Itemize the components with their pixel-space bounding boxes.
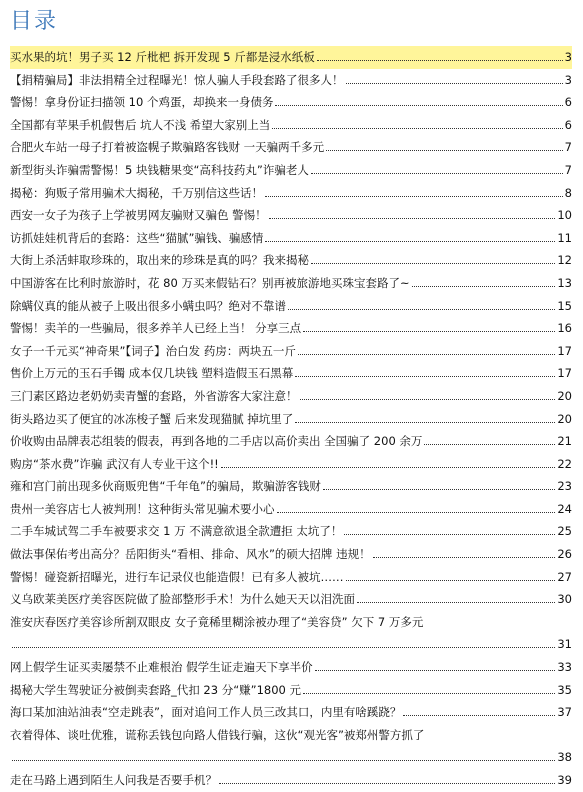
toc-page-number: 17: [557, 366, 572, 381]
toc-page-number: 3: [564, 50, 572, 64]
toc-entry-text: 价收购由品牌表芯组装的假表，再到各地的二手店以高价卖出 全国骗了 200 余万: [10, 434, 423, 449]
toc-page-number: 11: [557, 230, 572, 245]
toc-leader-dots: [288, 309, 555, 310]
toc-entry-text: 走在马路上遇到陌生人问我是否要手机？: [10, 773, 217, 787]
toc-page-number: 12: [557, 253, 572, 268]
toc-page-number: 6: [564, 95, 572, 110]
toc-page-number: 20: [557, 411, 572, 426]
toc-leader-dots: [311, 263, 555, 264]
toc-entry-text: 警惕！碰瓷新招曝光，进行车记录仪也能造假！已有多人被坑……: [10, 569, 344, 584]
toc-leader-dots: [311, 173, 563, 174]
toc-entry[interactable]: [10, 611, 572, 656]
toc-entry-text: 女子一千元买“神奇果”【词子】治白发 药房：两块五一斤: [10, 343, 296, 358]
toc-page-number: 25: [557, 524, 572, 539]
toc-entry[interactable]: [10, 46, 572, 69]
toc-page-number: 37: [557, 705, 572, 720]
toc-entry[interactable]: [10, 679, 572, 702]
toc-entry-text: 警惕！拿身份证扫描领 10 个鸡蛋，却换来一身债务: [10, 95, 274, 110]
toc-entry[interactable]: [10, 566, 572, 589]
toc-page-number: 23: [557, 479, 572, 494]
toc-page-number: 33: [557, 660, 572, 675]
toc-page-number: 13: [557, 275, 572, 290]
toc-leader-dots: [300, 399, 556, 400]
toc-page-number: 24: [557, 501, 572, 516]
toc-entry[interactable]: [10, 475, 572, 498]
toc-entry-text: 访抓娃娃机背后的套路：这些“猫腻”骗钱、骗感情: [10, 230, 264, 245]
toc-entry-text: 贵州一美容店七人被判刑！这种街头常见骗术要小心: [10, 501, 275, 516]
toc-entry[interactable]: [10, 182, 572, 205]
toc-entry[interactable]: [10, 204, 572, 227]
toc-entry-text: 衣着得体、谈吐优雅，谎称丢钱包向路人借钱行骗，这伙“观光客”被郑州警方抓了: [10, 727, 425, 742]
toc-entry[interactable]: [10, 159, 572, 182]
toc-entry-text: 购房“茶水费”诈骗 武汉有人专业干这个!!: [10, 456, 219, 471]
toc-entry-text: 海口某加油站油表“空走跳表”，面对追问工作人员三改其口，内里有啥蹊跷？: [10, 705, 402, 720]
toc-page-number: 16: [557, 321, 572, 336]
toc-entry-text: 网上假学生证买卖屡禁不止难根治 假学生证走遍天下享半价: [10, 660, 313, 675]
toc-entry[interactable]: [10, 701, 572, 724]
toc-page-number: 22: [557, 456, 572, 471]
toc-leader-dots: [275, 105, 562, 106]
toc-page-number: 7: [564, 140, 572, 155]
toc-entry-text: 警惕！卖羊的一些骗局，很多养羊人已经上当！ 分享三点: [10, 321, 302, 336]
toc-leader-dots: [295, 376, 555, 377]
toc-entry[interactable]: [10, 317, 572, 340]
toc-entry[interactable]: [10, 769, 572, 792]
toc-page-number: 17: [557, 343, 572, 358]
toc-leader-dots: [221, 467, 556, 468]
toc-title: 目录: [10, 9, 59, 34]
toc-entry[interactable]: [10, 227, 572, 250]
toc-page-number: 30: [557, 592, 572, 607]
toc-entry-text: 合肥火车站一母子打着被盗幌子欺骗路客钱财 一天骗两千多元: [10, 140, 325, 155]
toc-entry[interactable]: [10, 385, 572, 408]
toc-leader-dots: [265, 196, 563, 197]
toc-entry-text: 揭秘：狗贩子常用骗术大揭秘，千万别信这些话！: [10, 185, 263, 200]
toc-entry-text: 三门素区路边老奶奶卖青蟹的套路，外省游客大家注意！: [10, 388, 298, 403]
toc-entry-text: 揭秘大学生驾驶证分被倒卖套路_代扣 23 分“赚”1800 元: [10, 682, 302, 697]
toc-page-number: 35: [557, 682, 572, 697]
toc-leader-dots: [298, 354, 556, 355]
toc-page-number: 38: [557, 750, 572, 765]
toc-entry-text: 全国都有苹果手机假售后 坑人不浅 希望大家别上当: [10, 117, 271, 132]
toc-leader-dots: [277, 512, 556, 513]
toc-list: [10, 46, 572, 792]
toc-page-number: 6: [564, 117, 572, 132]
toc-entry-text: 二手车城试驾二手车被要求交 1 万 不满意欲退全款遭拒 太坑了！: [10, 524, 343, 539]
toc-page-number: 7: [564, 162, 572, 177]
toc-entry-text: 大街上杀活蚌取珍珠的，取出来的珍珠是真的吗？我来揭秘: [10, 253, 309, 268]
toc-leader-dots: [303, 693, 555, 694]
toc-entry[interactable]: [10, 249, 572, 272]
toc-entry[interactable]: [10, 498, 572, 521]
toc-entry-text: 新型街头诈骗需警惕！5 块钱糖果变“高科技药丸”诈骗老人: [10, 162, 309, 177]
toc-entry[interactable]: [10, 724, 572, 769]
toc-leader-dots: [265, 241, 555, 242]
toc-entry[interactable]: [10, 543, 572, 566]
toc-leader-dots: [323, 489, 555, 490]
toc-page-number: 10: [557, 208, 572, 223]
toc-page-number: 26: [557, 547, 572, 562]
toc-leader-dots: [357, 602, 555, 603]
toc-entry[interactable]: [10, 520, 572, 543]
toc-leader-dots: [269, 218, 556, 219]
toc-leader-dots: [346, 83, 563, 84]
toc-leader-dots: [272, 128, 562, 129]
toc-entry[interactable]: [10, 362, 572, 385]
toc-leader-dots: [424, 444, 555, 445]
toc-leader-dots: [303, 331, 555, 332]
toc-page-number: 15: [557, 298, 572, 313]
toc-entry[interactable]: [10, 295, 572, 318]
toc-leader-dots: [373, 557, 556, 558]
toc-entry[interactable]: [10, 340, 572, 363]
toc-leader-dots: [326, 150, 563, 151]
toc-entry-text: 售价上万元的玉石手镯 成本仅几块钱 塑料造假玉石黑幕: [10, 366, 294, 381]
toc-entry-text: 做法事保佑考出高分？岳阳街头“看相、排命、风水”的硕大招牌 违规！: [10, 547, 371, 562]
toc-entry-text: 雍和宫门前出现多伙商贩兜售“千年龟”的骗局，欺骗游客钱财: [10, 479, 321, 494]
toc-page-number: 20: [557, 388, 572, 403]
toc-entry-text: 买水果的坑！男子买 12 斤枇杷 拆开发现 5 斤都是浸水纸板: [10, 50, 315, 64]
toc-page-number: 27: [557, 569, 572, 584]
toc-entry[interactable]: [10, 114, 572, 137]
toc-entry-text: 街头路边买了便宜的冰冻梭子蟹 后来发现猫腻 掉坑里了: [10, 411, 294, 426]
toc-leader-dots: [295, 422, 555, 423]
toc-entry[interactable]: [10, 656, 572, 679]
toc-entry[interactable]: [10, 588, 572, 611]
toc-page-number: 39: [557, 773, 572, 787]
toc-leader-dots: [315, 670, 556, 671]
toc-entry[interactable]: [10, 69, 572, 92]
toc-entry-text: 淮安庆春医疗美容诊所割双眼皮 女子竟稀里糊涂被办理了“美容贷” 欠下 7 万多元: [10, 614, 424, 629]
toc-leader-dots: [412, 286, 556, 287]
toc-leader-dots: [346, 580, 556, 581]
toc-leader-dots: [403, 715, 555, 716]
toc-entry[interactable]: [10, 430, 572, 453]
toc-entry[interactable]: [10, 91, 572, 114]
toc-entry-text: 义乌欧莱美医疗美容医院做了脸部整形手术！为什么她天天以泪洗面: [10, 592, 355, 607]
toc-page-number: 8: [564, 185, 572, 200]
toc-entry-text: 【捐精骗局】非法捐精全过程曝光！惊人骗人手段套路了很多人！: [10, 72, 344, 87]
toc-leader-dots: [12, 760, 555, 761]
toc-entry-text: 中国游客在比利时旅游时，花 80 万买来假钻石？别再被旅游地买珠宝套路了~: [10, 275, 410, 290]
toc-page-number: 21: [557, 434, 572, 449]
toc-entry[interactable]: [10, 453, 572, 476]
toc-leader-dots: [219, 783, 555, 784]
toc-entry-text: 除螨仪真的能从被子上吸出很多小螨虫吗？绝对不靠谱: [10, 298, 286, 313]
toc-entry[interactable]: [10, 272, 572, 295]
toc-entry-text: 西安一女子为孩子上学被男网友骗财又骗色 警惕！: [10, 208, 267, 223]
toc-entry[interactable]: [10, 136, 572, 159]
toc-page-number: 31: [557, 637, 572, 652]
toc-leader-dots: [317, 60, 563, 61]
toc-leader-dots: [12, 647, 555, 648]
toc-page-number: 3: [564, 72, 572, 87]
toc-entry[interactable]: [10, 408, 572, 431]
toc-leader-dots: [344, 534, 555, 535]
